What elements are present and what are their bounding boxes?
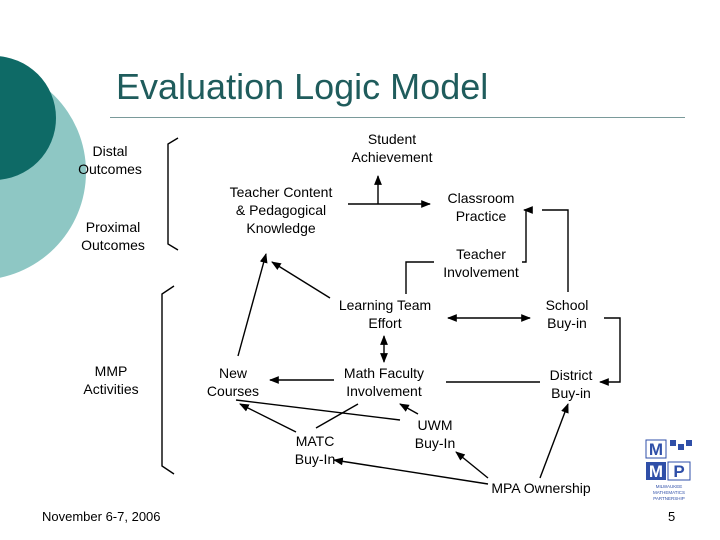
node-uwm-buyin: UWM Buy-In [414,417,456,451]
edge-district-school [604,318,620,382]
footer-date: November 6-7, 2006 [42,509,161,524]
node-math-faculty: Math Faculty Involvement [343,365,425,399]
edge-mpa-to-district [540,404,568,478]
slide-title: Evaluation Logic Model [116,66,489,107]
activities-bracket [162,286,174,474]
edge-newcourses-to-knowledge [238,254,266,356]
node-learning-team-effort: Learning Team Effort [338,297,432,331]
node-classroom-practice: Classroom Practice [447,190,515,224]
node-matc-buyin: MATC Buy-In [294,433,336,467]
logo-caption-2: MATHEMATICS [652,490,686,495]
edge-learningteam-to-involvement [406,262,434,294]
edge-newcourses-uwm [236,400,400,420]
edge-uwm-to-mathfaculty [400,404,418,414]
node-mpa-ownership: MPA Ownership [491,480,591,496]
node-school-buyin: School Buy-in [545,297,589,331]
mmp-activities-label: MMP Activities [83,363,139,397]
logo-caption-3: PARTNERSHIP [653,496,685,501]
edge-uwm-mpa [456,452,488,478]
edge-involvement-line [522,210,526,262]
node-teacher-involvement: Teacher Involvement [443,246,519,280]
edge-matc-to-newcourses [240,404,296,432]
page-number: 5 [668,509,676,524]
distal-outcomes-label: Distal Outcomes [78,143,142,177]
edge-matc-mathfaculty [316,404,358,428]
node-teacher-knowledge: Teacher Content & Pedagogical Knowledge [229,184,333,236]
logo-letter-3: P [673,462,685,481]
logo-caption-1: MILWAUKEE [655,484,683,489]
mmp-logo [644,438,698,504]
logo-letter-2: M [648,462,664,481]
proximal-outcomes-label: Proximal Outcomes [81,219,145,253]
node-district-buyin: District Buy-in [549,367,593,401]
edge-matc-mpa [334,460,488,484]
edge-learningteam-to-knowledge [272,262,330,298]
edge-schoolbuyin-to-practice [542,210,568,292]
node-student-achievement: Student Achievement [351,131,433,165]
node-new-courses: New Courses [206,365,260,399]
logo-letter-1: M [648,440,664,459]
outcomes-bracket [168,138,178,250]
